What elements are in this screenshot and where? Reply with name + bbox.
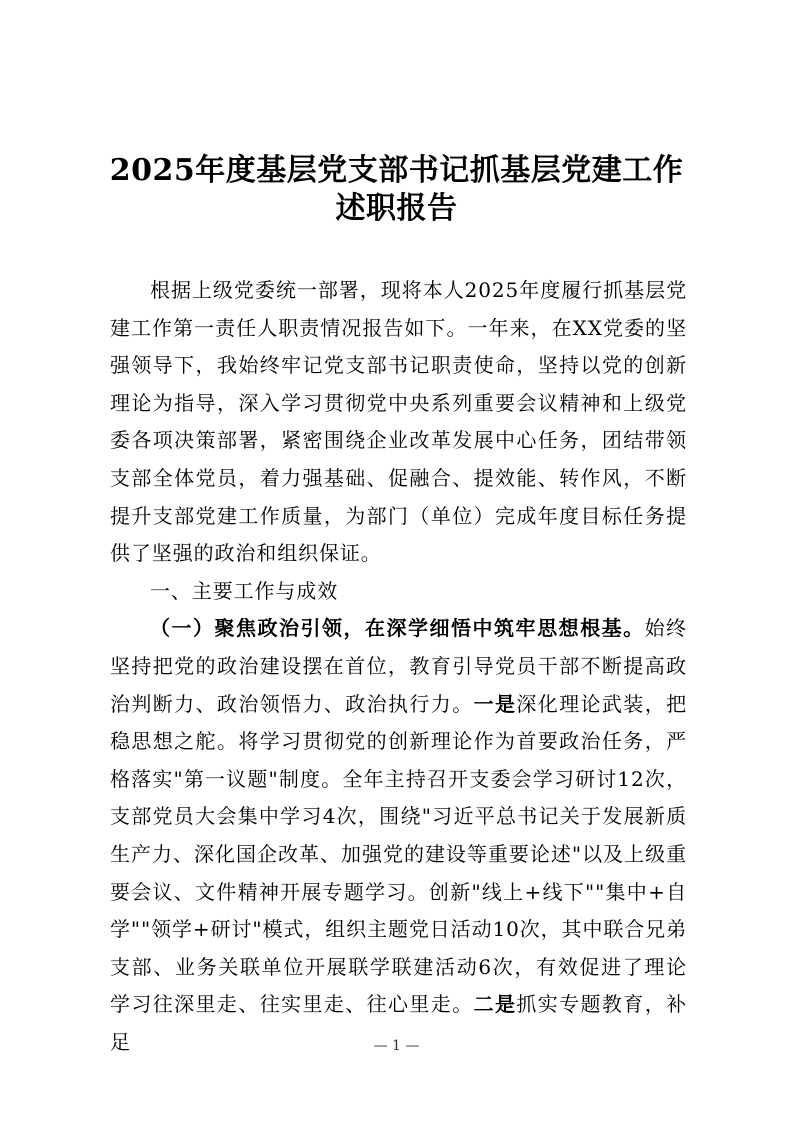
page-number: — 1 — <box>373 1038 420 1054</box>
subsection-1-text-1: 始终坚持把党的政治建设摆在首位，教育引导党员干部不断提高政治判断力、政治领悟力、政治执行力。 <box>110 616 687 716</box>
point-2-label: 二是 <box>473 992 517 1017</box>
section-1-heading: 一、主要工作与成效 <box>150 578 339 603</box>
document-title-line-1: 2025年度基层党支部书记抓基层党建工作 <box>109 153 684 188</box>
document-title-line-2: 述职报告 <box>335 191 458 226</box>
subsection-1-paragraph <box>110 610 687 1061</box>
subsection-1-lead: （一）聚焦政治引领，在深学细悟中筑牢思想根基。 <box>150 616 645 641</box>
intro-paragraph: 根据上级党委统一部署，现将本人2025年度履行抓基层党建工作第一责任人职责情况报告如下。一年来，在XX党委的坚强领导下，我始终牢记党支部书记职责使命，坚持以党的创新理论为指导，深入学习贯彻党中央系列重要会议精神和上级党委各项决策部署，紧密围绕企业改革发展中心任务，团结带领支部全体党员，着力强基础、促融合、提效能、转作风，不断提升支部党建工作质量，为部门（单位）完成年度目标任务提供了坚强的政治和组织保证。 <box>110 278 687 566</box>
document-body <box>110 272 687 1061</box>
subsection-1-text-3: 抓实专题教育，补足 <box>110 992 687 1054</box>
subsection-1-text-2: 深化理论武装，把稳思想之舵。将学习贯彻党的创新理论作为首要政治任务，严格落实"第一议题"制度。全年主持召开支委会学习研讨12次，支部党员大会集中学习4次，围绕"习近平总书记关于发展新质生产力、深化国企改革、加强党的建设等重要论述"以及上级重要会议、文件精神开展专题学习。创新"线上+线下""集中+自学""领学+研讨"模式，组织主题党日活动10次，其中联合兄弟支部、业务关联单位开展联学联建活动6次，有效促进了理论学习往深里走、往实里走、往心里走。 <box>110 691 687 1017</box>
point-1-label: 一是 <box>473 691 517 716</box>
